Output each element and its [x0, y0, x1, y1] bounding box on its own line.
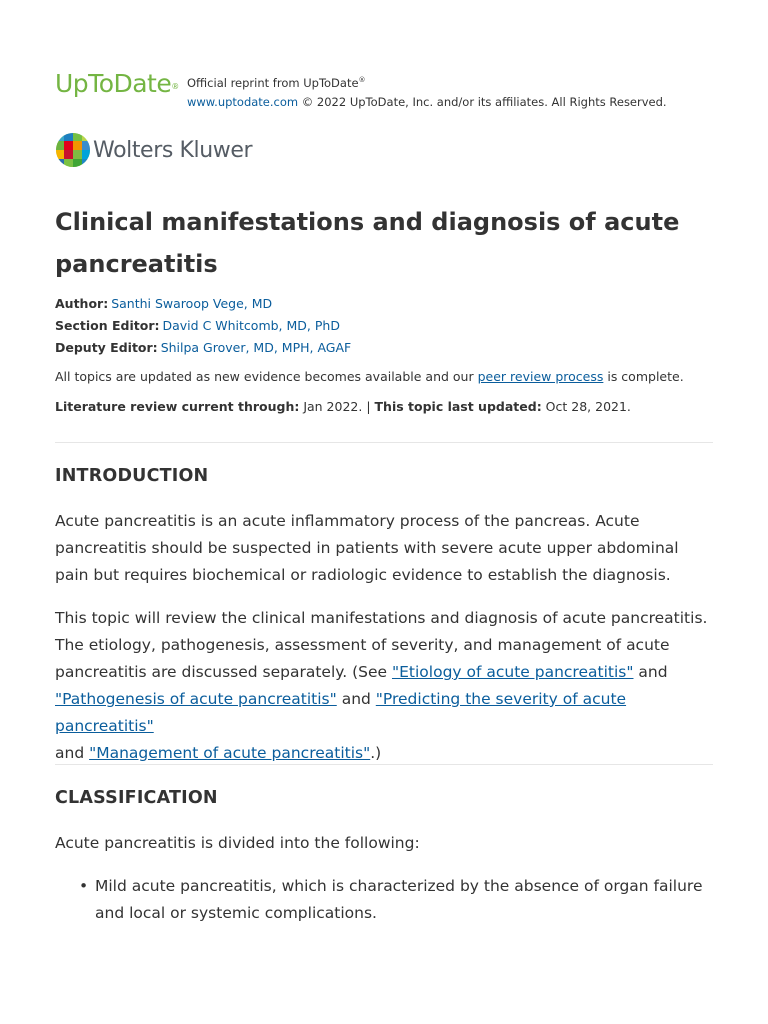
reprint-registered-mark: ®	[358, 76, 366, 84]
wolters-kluwer-logo	[55, 132, 252, 168]
reprint-text: Official reprint from UpToDate	[187, 75, 359, 90]
update-note-text: All topics are updated as new evidence becomes available and our	[55, 369, 478, 384]
deputy-editor-row	[55, 337, 351, 359]
classification-heading: CLASSIFICATION	[55, 788, 218, 808]
management-link[interactable]: "Management of acute pancreatitis"	[89, 744, 371, 762]
pathogenesis-link[interactable]: "Pathogenesis of acute pancreatitis"	[55, 690, 337, 708]
logo-registered-mark: ®	[171, 82, 179, 91]
author-label: Author:	[55, 296, 109, 311]
uptodate-logo[interactable]	[55, 68, 179, 100]
introduction-paragraph-2	[55, 605, 715, 767]
last-updated-date: Oct 28, 2021.	[541, 399, 631, 414]
deputy-editor-label: Deputy Editor:	[55, 340, 158, 355]
classification-intro: Acute pancreatitis is divided into the following:	[55, 834, 420, 852]
reprint-header	[55, 68, 713, 108]
lit-review-date: Jan 2022. |	[299, 399, 375, 414]
article-title: Clinical manifestations and diagnosis of acute pancreatitis	[55, 208, 680, 278]
list-item: • Mild acute pancreatitis, which is characterized by the absence of organ failure and local or systemic complications.	[95, 873, 715, 927]
peer-review-link[interactable]: peer review process	[477, 369, 604, 384]
section-editor-link[interactable]: David C Whitcomb, MD, PhD	[162, 318, 340, 333]
paragraph-end: .)	[370, 744, 382, 762]
section-divider	[55, 442, 713, 443]
uptodate-site-link[interactable]: www.uptodate.com	[187, 94, 299, 109]
copyright-text: © 2022 UpToDate, Inc. and/or its affiliates. All Rights Reserved.	[301, 94, 667, 109]
review-dates	[55, 397, 631, 417]
introduction-heading: INTRODUCTION	[55, 466, 209, 486]
reprint-notice	[187, 71, 667, 112]
last-updated-label: This topic last updated:	[374, 399, 542, 414]
article-credits	[55, 293, 351, 359]
publisher-name: Wolters Kluwer	[93, 137, 253, 163]
lit-review-label: Literature review current through:	[55, 399, 300, 414]
deputy-editor-link[interactable]: Shilpa Grover, MD, MPH, AGAF	[160, 340, 352, 355]
etiology-link[interactable]: "Etiology of acute pancreatitis"	[391, 663, 634, 681]
update-note	[55, 367, 684, 387]
introduction-paragraph-1: Acute pancreatitis is an acute inflammatory process of the pancreas. Acute pancreatitis should be suspected in patients with severe acute upper abdominal pain but requires biochemical or radiologic evidence to establish the diagnosis.	[55, 512, 679, 584]
classification-list	[55, 873, 715, 927]
logo-text: UpToDate	[55, 69, 172, 98]
conjunction: and	[633, 663, 668, 681]
author-row	[55, 293, 351, 315]
severity-link[interactable]: "Predicting the severity of acute pancreatitis"	[55, 690, 627, 735]
conjunction: and	[55, 744, 90, 762]
wolters-kluwer-mosaic-icon	[55, 132, 91, 168]
author-link[interactable]: Santhi Swaroop Vege, MD	[111, 296, 273, 311]
section-editor-label: Section Editor:	[55, 318, 160, 333]
section-editor-row	[55, 315, 351, 337]
update-note-end: is complete.	[603, 369, 684, 384]
conjunction: and	[336, 690, 376, 708]
section-divider	[55, 764, 713, 765]
paragraph-text: This topic will review the clinical manifestations and diagnosis of acute pancreatitis. The etiology, pathogenesis, assessment of severity, and management of acute pancreatitis are discussed separately. (See	[55, 609, 708, 681]
